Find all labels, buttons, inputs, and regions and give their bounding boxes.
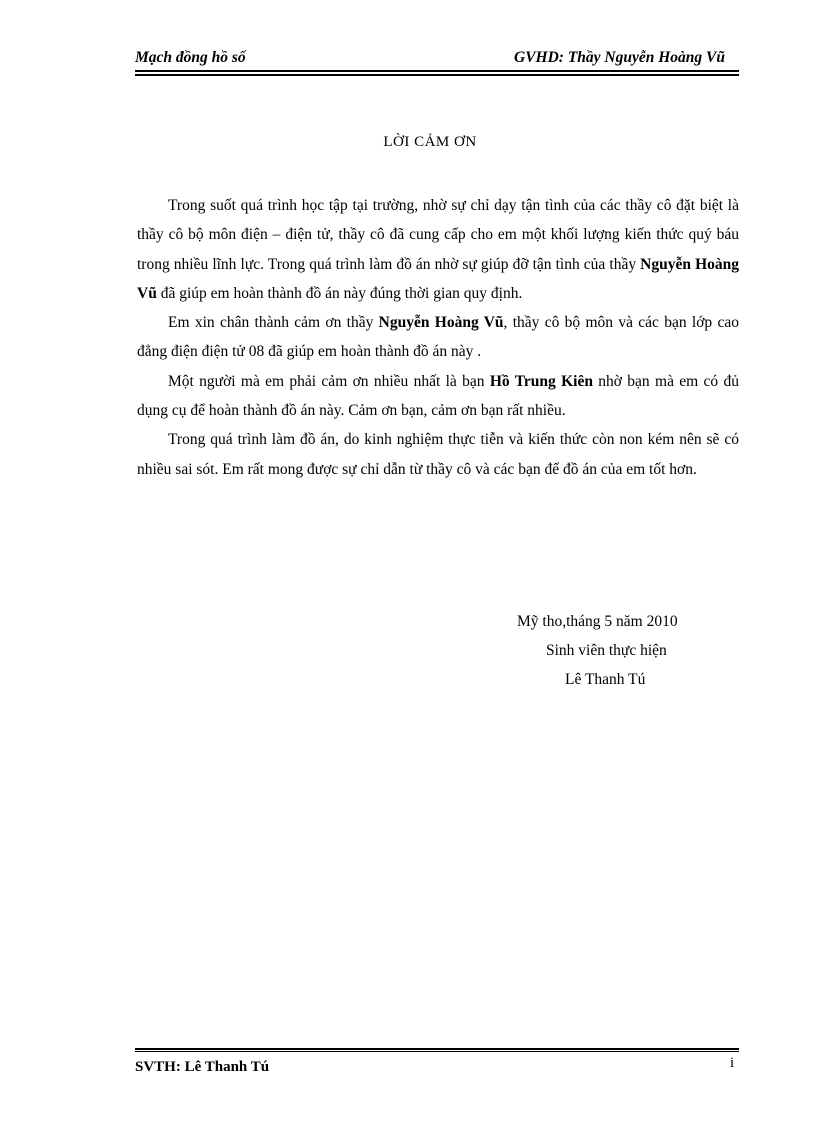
paragraph-4 [137, 425, 739, 484]
paragraph-2-bold: Nguyễn Hoàng Vũ [378, 314, 504, 332]
paragraph-2 [137, 308, 739, 367]
paragraph-3-text: Một người mà em phải cảm ơn nhiều nhất là bạn [168, 372, 490, 390]
paragraph-3-bold: Hồ Trung Kiên [489, 372, 593, 390]
paragraph-2-text: Em xin chân thành cảm ơn thầy [168, 314, 379, 332]
paragraph-1-bold: Nguyễn Hoàng Vũ [137, 255, 739, 302]
paragraph-4-text: Trong quá trình làm đồ án, do kinh nghiệm thực tiễn và kiến thức còn non kém nên sẽ có nhiều sai sót. Em rất mong được sự chỉ dẫn từ thầy cô và các bạn để đồ án của em tốt hơn. [137, 431, 739, 478]
paragraph-3 [137, 367, 739, 426]
paragraph-1-text: Trong suốt quá trình học tập tại trường, nhờ sự chỉ dạy tận tình của các thầy cô đặt biệt là thầy cô bộ môn điện – điện tử, thầy cô đã cung cấp cho em một khối lượng kiến thức quý báu trong nhiều lĩnh lực. Trong quá trình làm đồ án nhờ sự giúp đỡ tận tình của thầy [137, 197, 739, 273]
footer-rule-thin [135, 1051, 739, 1052]
paragraph-2-text-end: , thầy cô bộ môn và các bạn lớp cao đẳng điện điện tử 08 đã giúp em hoàn thành đồ án này . [137, 314, 739, 361]
signature-name: Lê Thanh Tú [565, 671, 646, 688]
signature-role: Sinh viên thực hiện [546, 642, 667, 659]
header-document-title: Mạch đồng hồ số [135, 49, 246, 66]
footer-page-number: i [730, 1055, 735, 1071]
page-title: LỜI CẢM ƠN [383, 134, 477, 150]
paragraph-3-text-end: nhờ bạn mà em có đủ dụng cụ để hoàn thành đồ án này. Cảm ơn bạn, cảm ơn bạn rất nhiều. [137, 372, 739, 420]
paragraph-1 [137, 191, 739, 308]
header-supervisor: GVHD: Thầy Nguyễn Hoàng Vũ [514, 49, 725, 66]
paragraph-1-text-end: đã giúp em hoàn thành đồ án này đúng thời gian quy định. [156, 284, 523, 302]
footer-rule [135, 1048, 739, 1050]
header-rule [135, 70, 739, 72]
footer-student: SVTH: Lê Thanh Tú [135, 1059, 270, 1075]
acknowledgement-body [137, 191, 739, 484]
signature-place-date: Mỹ tho,tháng 5 năm 2010 [517, 613, 678, 630]
page-header [135, 48, 725, 68]
